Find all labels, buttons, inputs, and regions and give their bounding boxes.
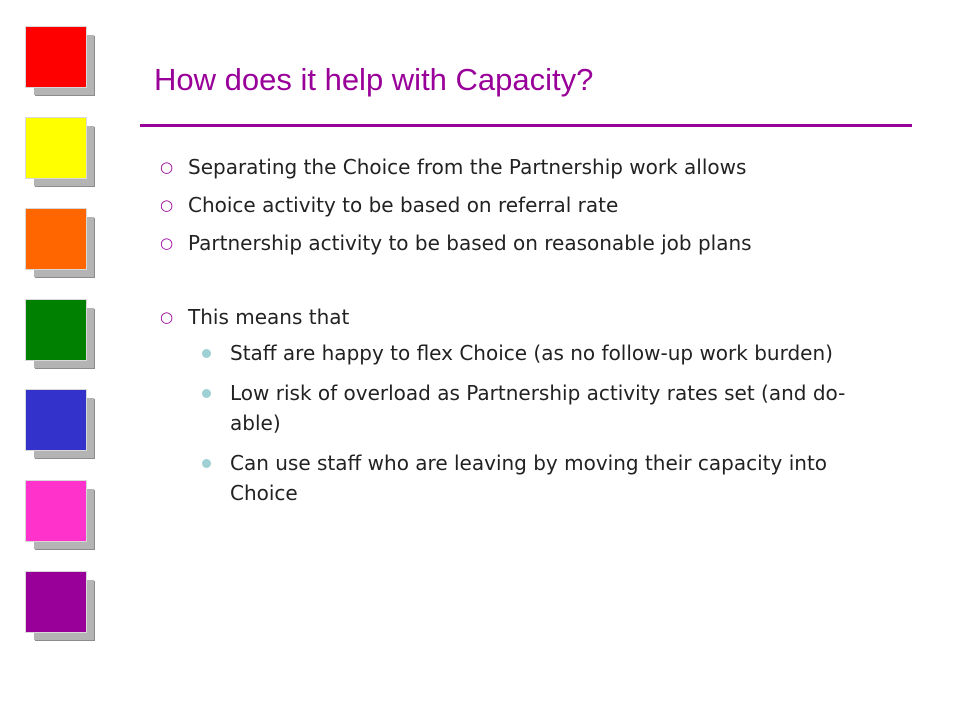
bullet-item <box>150 152 900 182</box>
sub-bullet-text: Staff are happy to flex Choice (as no follow-up work burden) <box>230 341 833 365</box>
blue-square <box>26 390 86 450</box>
red-square <box>26 27 86 87</box>
purple-square <box>26 572 86 632</box>
sub-bullet-list <box>188 338 900 508</box>
dot-bullet-icon <box>202 459 211 468</box>
dot-bullet-icon <box>202 349 211 358</box>
sub-bullet-text: Can use staff who are leaving by moving their capacity into Choice <box>230 451 828 505</box>
green-square <box>26 300 86 360</box>
bullet-text: Partnership activity to be based on reasonable job plans <box>188 231 752 255</box>
orange-square <box>26 209 86 269</box>
dot-bullet-icon <box>202 389 211 398</box>
decorative-squares <box>0 0 120 720</box>
sub-bullet-text: Low risk of overload as Partnership activity rates set (and do-able) <box>230 381 846 435</box>
bullet-item <box>150 190 900 220</box>
bullet-marker-icon: ○ <box>160 196 174 214</box>
slide-title: How does it help with Capacity? <box>154 62 594 97</box>
sub-bullet-item <box>188 378 890 438</box>
bullet-marker-icon: ○ <box>160 234 174 252</box>
bullet-marker-icon: ○ <box>160 308 174 326</box>
sub-bullet-item <box>188 338 890 368</box>
bullet-list <box>150 152 900 518</box>
title-underline <box>140 124 912 127</box>
yellow-square <box>26 118 86 178</box>
sub-bullet-item <box>188 448 890 508</box>
pink-square <box>26 481 86 541</box>
bullet-marker-icon: ○ <box>160 158 174 176</box>
bullet-item <box>150 302 900 508</box>
bullet-text: Separating the Choice from the Partnership work allows <box>188 155 747 179</box>
bullet-text: This means that <box>188 305 350 329</box>
bullet-item <box>150 228 900 258</box>
bullet-text: Choice activity to be based on referral rate <box>188 193 619 217</box>
